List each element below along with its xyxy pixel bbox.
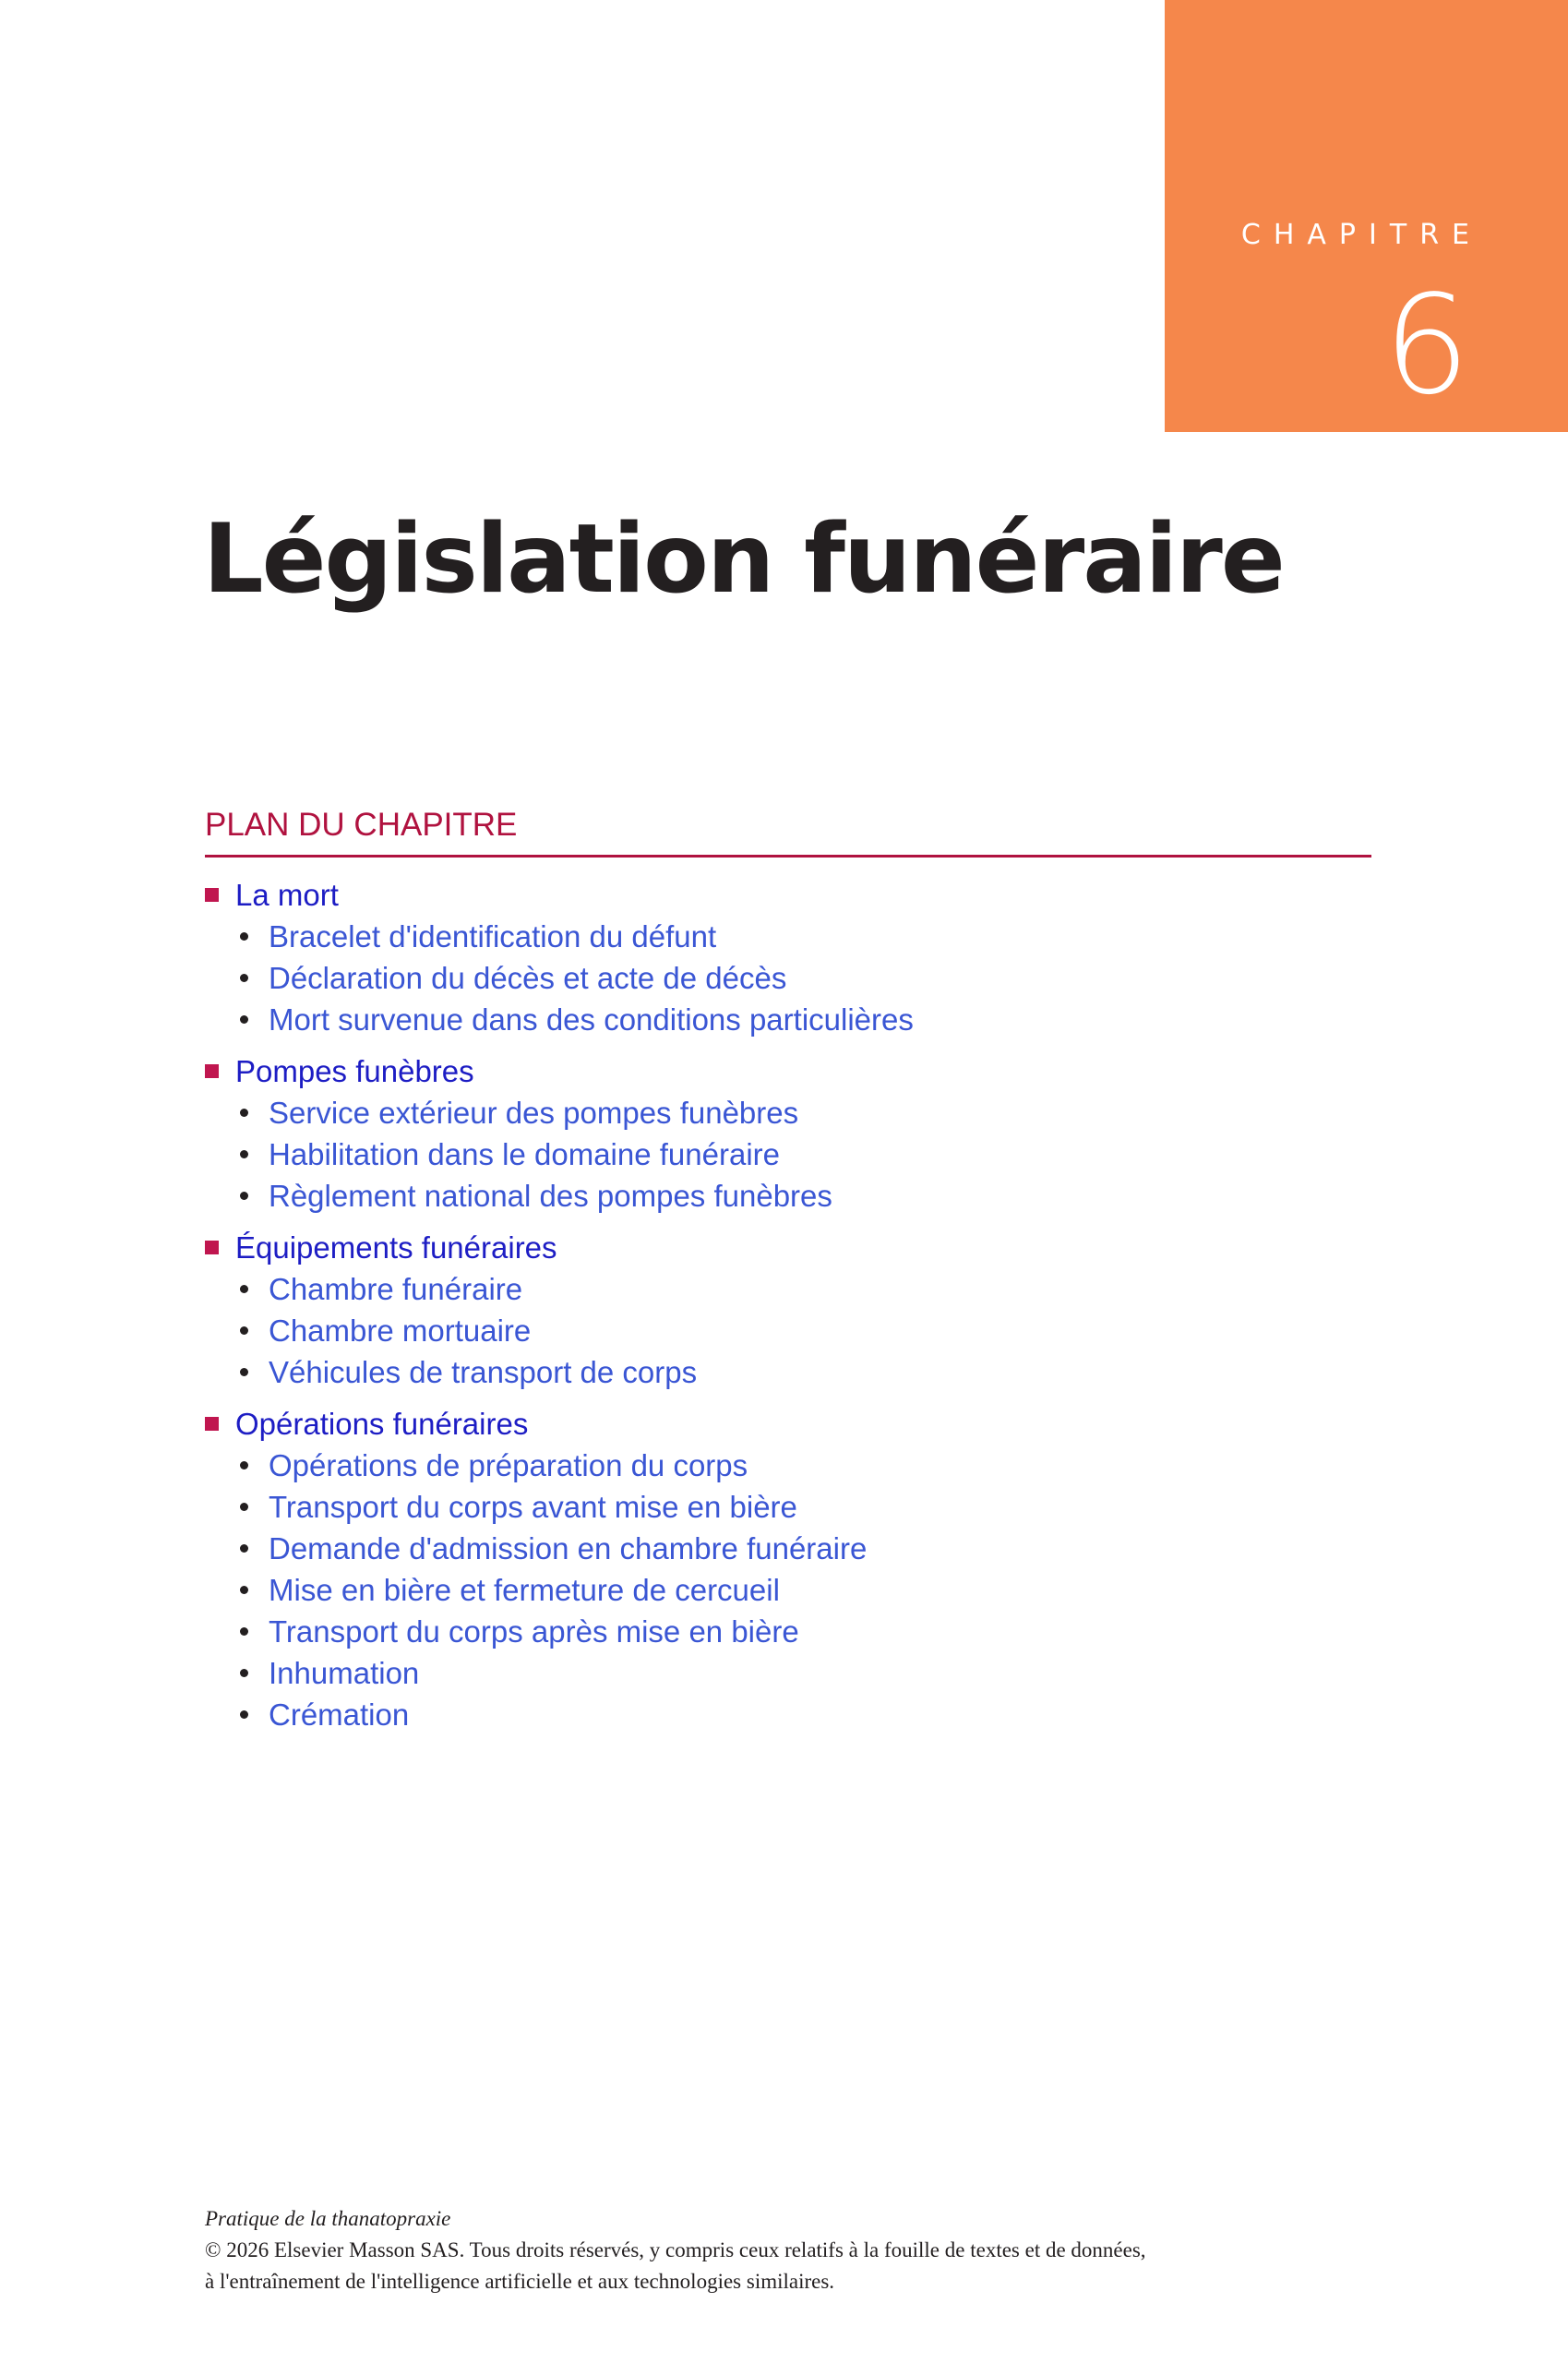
plan-section-heading[interactable]	[205, 1403, 1371, 1445]
plan-subitem-label[interactable]: Crémation	[269, 1697, 410, 1732]
plan-subitem-label[interactable]: Mise en bière et fermeture de cercueil	[269, 1573, 780, 1607]
footer-book-title: Pratique de la thanatopraxie	[205, 2207, 451, 2230]
plan-subitem-label[interactable]: Véhicules de transport de corps	[269, 1355, 698, 1389]
plan-subitem[interactable]	[205, 1092, 1371, 1134]
plan-subitem-label[interactable]: Bracelet d'identification du défunt	[269, 919, 717, 954]
plan-subitem-label[interactable]: Transport du corps après mise en bière	[269, 1614, 799, 1649]
plan-subitem-label[interactable]: Mort survenue dans des conditions particulières	[269, 1002, 914, 1037]
plan-subitem[interactable]	[205, 1351, 1371, 1393]
plan-subitem[interactable]	[205, 1310, 1371, 1351]
plan-section-title[interactable]: Pompes funèbres	[235, 1054, 474, 1088]
plan-subitem-label[interactable]: Inhumation	[269, 1656, 420, 1690]
chapter-label: CHAPITRE	[1240, 219, 1482, 251]
page-title: Législation funéraire	[203, 504, 1284, 615]
plan-subitems	[205, 1092, 1371, 1217]
page-footer	[205, 2203, 1405, 2297]
plan-section-title[interactable]: Opérations funéraires	[235, 1407, 529, 1441]
square-bullet-icon	[205, 888, 219, 902]
bullet-dot-icon	[240, 1461, 248, 1469]
plan-subitem[interactable]	[205, 916, 1371, 957]
bullet-dot-icon	[240, 1150, 248, 1158]
plan-subitems	[205, 916, 1371, 1040]
plan-subitem[interactable]	[205, 1652, 1371, 1694]
plan-subitem-label[interactable]: Chambre mortuaire	[269, 1313, 532, 1348]
bullet-dot-icon	[240, 1285, 248, 1293]
bullet-dot-icon	[240, 932, 248, 941]
bullet-dot-icon	[240, 1015, 248, 1024]
square-bullet-icon	[205, 1064, 219, 1078]
plan-subitem[interactable]	[205, 957, 1371, 999]
footer-copyright-line: à l'entraînement de l'intelligence artificielle et aux technologies similaires.	[205, 2270, 835, 2293]
plan-subitem-label[interactable]: Service extérieur des pompes funèbres	[269, 1096, 799, 1130]
bullet-dot-icon	[240, 1192, 248, 1200]
bullet-dot-icon	[240, 1710, 248, 1719]
plan-section-heading[interactable]	[205, 874, 1371, 916]
square-bullet-icon	[205, 1241, 219, 1254]
plan-subitem-label[interactable]: Déclaration du décès et acte de décès	[269, 961, 787, 995]
plan-subitem-label[interactable]: Habilitation dans le domaine funéraire	[269, 1137, 781, 1171]
plan-subitem[interactable]	[205, 1694, 1371, 1735]
plan-section	[205, 874, 1371, 1040]
plan-section	[205, 1403, 1371, 1735]
plan-subitem-label[interactable]: Règlement national des pompes funèbres	[269, 1179, 832, 1213]
bullet-dot-icon	[240, 974, 248, 982]
plan-subitems	[205, 1445, 1371, 1735]
plan-subitem[interactable]	[205, 1611, 1371, 1652]
plan-subitem[interactable]	[205, 1569, 1371, 1611]
plan-subitem[interactable]	[205, 1445, 1371, 1486]
plan-subitem[interactable]	[205, 1528, 1371, 1569]
plan-subitem[interactable]	[205, 1175, 1371, 1217]
bullet-dot-icon	[240, 1669, 248, 1677]
plan-subitem[interactable]	[205, 1134, 1371, 1175]
plan-heading: PLAN DU CHAPITRE	[205, 803, 1371, 858]
plan-subitem[interactable]	[205, 1268, 1371, 1310]
plan-subitem-label[interactable]: Transport du corps avant mise en bière	[269, 1490, 797, 1524]
plan-subitem[interactable]	[205, 1486, 1371, 1528]
plan-subitem[interactable]	[205, 999, 1371, 1040]
plan-section-heading[interactable]	[205, 1050, 1371, 1092]
bullet-dot-icon	[240, 1109, 248, 1117]
plan-subitems	[205, 1268, 1371, 1393]
bullet-dot-icon	[240, 1368, 248, 1376]
square-bullet-icon	[205, 1417, 219, 1431]
bullet-dot-icon	[240, 1326, 248, 1335]
plan-section	[205, 1050, 1371, 1217]
bullet-dot-icon	[240, 1627, 248, 1636]
bullet-dot-icon	[240, 1586, 248, 1594]
chapter-number: 6	[1382, 266, 1470, 425]
bullet-dot-icon	[240, 1503, 248, 1511]
plan-section-heading[interactable]	[205, 1227, 1371, 1268]
plan-subitem-label[interactable]: Chambre funéraire	[269, 1272, 523, 1306]
plan-subitem-label[interactable]: Opérations de préparation du corps	[269, 1448, 748, 1482]
plan-section	[205, 1227, 1371, 1393]
plan-section-title[interactable]: Équipements funéraires	[235, 1230, 557, 1265]
footer-copyright-line: © 2026 Elsevier Masson SAS. Tous droits réservés, y compris ceux relatifs à la fouille de textes et de données,	[205, 2238, 1146, 2261]
plan-list	[205, 874, 1371, 1735]
bullet-dot-icon	[240, 1544, 248, 1553]
plan-subitem-label[interactable]: Demande d'admission en chambre funéraire	[269, 1531, 868, 1565]
plan-section-title[interactable]: La mort	[235, 878, 339, 912]
chapter-plan	[205, 803, 1371, 1745]
chapter-badge	[1165, 0, 1568, 432]
